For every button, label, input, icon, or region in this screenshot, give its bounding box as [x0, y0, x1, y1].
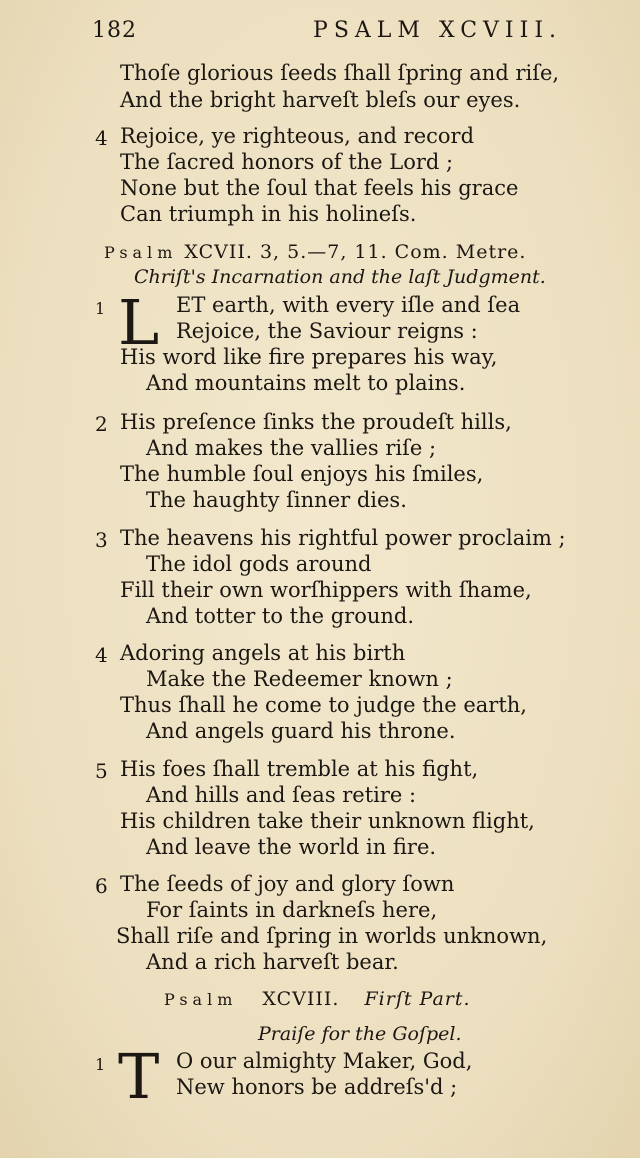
verse-line: Thus ſhall he come to judge the earth,: [120, 693, 527, 717]
verse-line: And leave the world in fire.: [146, 835, 437, 859]
page-number: 182: [92, 18, 137, 43]
verse-line: Adoring angels at his birth: [120, 641, 406, 665]
verse-line: His preſence ſinks the proudeſt hills,: [120, 410, 512, 434]
verse-line: For ſaints in darkneſs here,: [146, 898, 438, 922]
verse-line: Rejoice, ye righteous, and record: [120, 124, 475, 148]
verse-line: O our almighty Maker, God,: [176, 1049, 473, 1073]
verse-line: Shall riſe and ſpring in worlds unknown,: [116, 924, 548, 948]
verse-line: And makes the vallies riſe ;: [146, 436, 437, 460]
page-header: [92, 18, 562, 50]
stanza-number: 4: [95, 126, 108, 150]
stanza-number: 3: [95, 528, 108, 552]
verse-line: The heavens his rightful power proclaim ;: [120, 526, 566, 550]
verse-line: The ſeeds of joy and glory ſown: [120, 872, 455, 896]
verse-line: And totter to the ground.: [146, 604, 415, 628]
verse-line: Fill their own worſhippers with ſhame,: [120, 578, 532, 602]
verse-line: The idol gods around: [146, 552, 372, 576]
psalm-heading-prefix: Psalm: [104, 243, 178, 262]
verse-line: None but the ſoul that feels his grace: [120, 176, 519, 200]
drop-cap: T: [118, 1040, 160, 1113]
verse-line: And the bright harveſt bleſs our eyes.: [120, 88, 521, 112]
stanza-number: 4: [95, 643, 108, 667]
verse-line: Rejoice, the Saviour reigns :: [176, 319, 478, 343]
verse-line: And angels guard his throne.: [146, 719, 456, 743]
verse-line: New honors be addreſs'd ;: [176, 1075, 458, 1099]
verse-line: Thoſe glorious ſeeds ſhall ſpring and riſe,: [120, 61, 560, 85]
verse-line: His children take their unknown flight,: [120, 809, 535, 833]
psalm-heading: [164, 988, 471, 1010]
verse-line: The haughty ſinner dies.: [146, 488, 407, 512]
verse-line: And hills and ſeas retire :: [146, 783, 417, 807]
stanza-number: 2: [95, 412, 108, 436]
verse-line: Make the Redeemer known ;: [146, 667, 453, 691]
verse-line: His word like fire prepares his way,: [120, 345, 498, 369]
verse-line: And mountains melt to plains.: [146, 371, 466, 395]
verse-line: Can triumph in his holineſs.: [120, 202, 417, 226]
stanza-number: 1: [95, 299, 106, 318]
verse-line: His foes ſhall tremble at his fight,: [120, 757, 479, 781]
psalm-subtitle: Chriſt's Incarnation and the laſt Judgment.: [134, 266, 546, 288]
psalm-part: Firſt Part.: [364, 988, 471, 1010]
psalm-heading-prefix: Psalm: [164, 990, 238, 1009]
running-title: PSALM XCVIII.: [313, 18, 562, 43]
psalm-subtitle: Praiſe for the Goſpel.: [258, 1023, 462, 1045]
verse-line: And a rich harveſt bear.: [146, 950, 399, 974]
verse-line: The ſacred honors of the Lord ;: [120, 150, 454, 174]
verse-line: The humble ſoul enjoys his ſmiles,: [120, 462, 484, 486]
verse-line: ET earth, with every iſle and ſea: [176, 293, 521, 317]
psalm-heading: [104, 241, 526, 263]
psalm-heading-rest: XCVIII.: [262, 988, 340, 1010]
psalm-heading-rest: XCVII. 3, 5.—7, 11. Com. Metre.: [184, 241, 527, 263]
drop-cap: L: [118, 286, 160, 359]
stanza-number: 1: [95, 1055, 106, 1074]
stanza-number: 6: [95, 874, 108, 898]
stanza-number: 5: [95, 759, 108, 783]
